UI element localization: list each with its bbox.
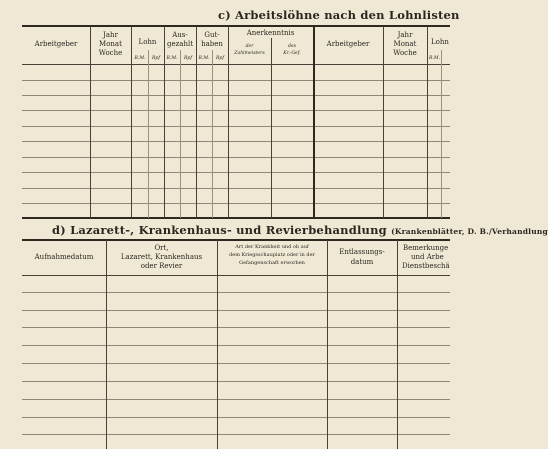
section-c-header-bottom — [22, 64, 450, 65]
header-lohn: Lohn — [138, 38, 157, 46]
section-c-col-line — [164, 26, 165, 218]
section-d-row-line — [22, 417, 450, 418]
section-c-col-line — [271, 38, 272, 218]
section-d-row-line — [22, 327, 450, 328]
header-arbeitgeber-2: Arbeitgeber — [326, 40, 370, 48]
header-guthaben-2: haben — [201, 40, 223, 48]
section-c-top-border — [22, 25, 450, 27]
header-ort-1: Ort, — [154, 244, 169, 252]
section-d-row-line — [22, 399, 450, 400]
header-jahr: Jahr — [103, 31, 118, 39]
header-guthaben-1: Gut- — [204, 31, 220, 39]
section-c-col-line — [196, 26, 197, 218]
header-jahr-2: Jahr — [397, 31, 413, 39]
header-ort-3: oder Revier — [140, 262, 183, 270]
section-c-row-line — [22, 126, 450, 127]
subheader-rpf: Rpf — [215, 56, 225, 61]
header-monat: Monat — [99, 40, 122, 48]
header-arbeitgeber: Arbeitgeber — [34, 40, 78, 48]
section-c-row-line — [22, 172, 450, 173]
section-c-row-line — [22, 80, 450, 81]
header-ausgezahlt-1: Aus- — [172, 31, 188, 39]
section-d-col-line — [327, 240, 328, 449]
section-d-row-line — [22, 292, 450, 293]
section-d-col-line — [106, 240, 107, 449]
section-c-divider — [313, 26, 315, 218]
section-d-row-line — [22, 434, 450, 435]
section-c-subcol-line — [148, 50, 149, 218]
section-d-title-main: d) Lazarett-, Krankenhaus- und Revierbehandlung — [52, 223, 387, 237]
header-entlassung-1: Entlassungs- — [339, 248, 385, 256]
header-anerkenntnis-krgef: Kr.-Gef. — [283, 51, 301, 56]
header-art-3: Gefangenschaft erworben — [239, 260, 305, 266]
header-woche-2: Woche — [393, 49, 417, 57]
header-anerkenntnis: Anerkenntnis — [246, 29, 295, 37]
header-woche: Woche — [98, 49, 123, 57]
header-lohn-2: Lohn — [431, 38, 449, 46]
section-d-col-line — [397, 240, 398, 449]
header-art-1: Art der Krankheit und ob auf — [235, 244, 309, 250]
header-art-2: dem Kriegsschauplatz oder in der — [229, 252, 315, 258]
header-entlassung-2: datum — [350, 258, 374, 266]
section-c-row-line — [22, 95, 450, 96]
subheader-rpf: Rpf — [151, 56, 161, 61]
header-ausgezahlt-2: gezahlt — [166, 40, 194, 48]
header-bemerkungen-2: und Arbe — [411, 253, 444, 261]
header-anerkenntnis-der: der — [245, 44, 254, 49]
section-c-row-line — [22, 188, 450, 189]
section-c-row-line — [22, 157, 450, 158]
section-c-row-line — [22, 141, 450, 142]
header-anerkenntnis-zahlmeister: Zahlmeisters — [234, 51, 265, 56]
section-c-row-line — [22, 203, 450, 204]
subheader-rm: R.M. — [166, 56, 178, 61]
section-c-title: c) Arbeitslöhne nach den Lohnlisten — [218, 8, 460, 22]
section-d-title — [52, 223, 548, 237]
section-c-col-line — [131, 26, 132, 218]
header-monat-2: Monat — [393, 40, 417, 48]
header-aufnahmedatum: Aufnahmedatum — [34, 253, 94, 261]
section-d-row-line — [22, 310, 450, 311]
section-c-subcol-line — [441, 50, 442, 218]
header-bemerkungen-3: Dienstbeschä — [402, 262, 450, 270]
header-bemerkungen-1: Bemerkunge — [403, 244, 449, 252]
section-c-row-line — [22, 110, 450, 111]
subheader-rm: R.M. — [428, 56, 441, 61]
section-d-row-line — [22, 345, 450, 346]
subheader-rm: R.M. — [134, 56, 146, 61]
section-c-bottom-border — [22, 217, 450, 219]
header-ort-2: Lazarett, Krankenhaus — [120, 253, 203, 261]
section-c-subcol-line — [180, 50, 181, 218]
header-anerkenntnis-des: des — [287, 44, 297, 49]
section-c-col-line — [427, 26, 428, 218]
section-d-header-bottom — [22, 275, 450, 276]
section-d-top-border — [22, 239, 450, 241]
subheader-rm: R.M. — [198, 56, 210, 61]
section-d-row-line — [22, 363, 450, 364]
section-c-subcol-line — [212, 50, 213, 218]
section-d-col-line — [217, 240, 218, 449]
section-d-title-suffix: (Krankenblätter, D. B./Verhandlung — [391, 227, 548, 236]
section-d-row-line — [22, 381, 450, 382]
subheader-rpf: Rpf — [183, 56, 193, 61]
